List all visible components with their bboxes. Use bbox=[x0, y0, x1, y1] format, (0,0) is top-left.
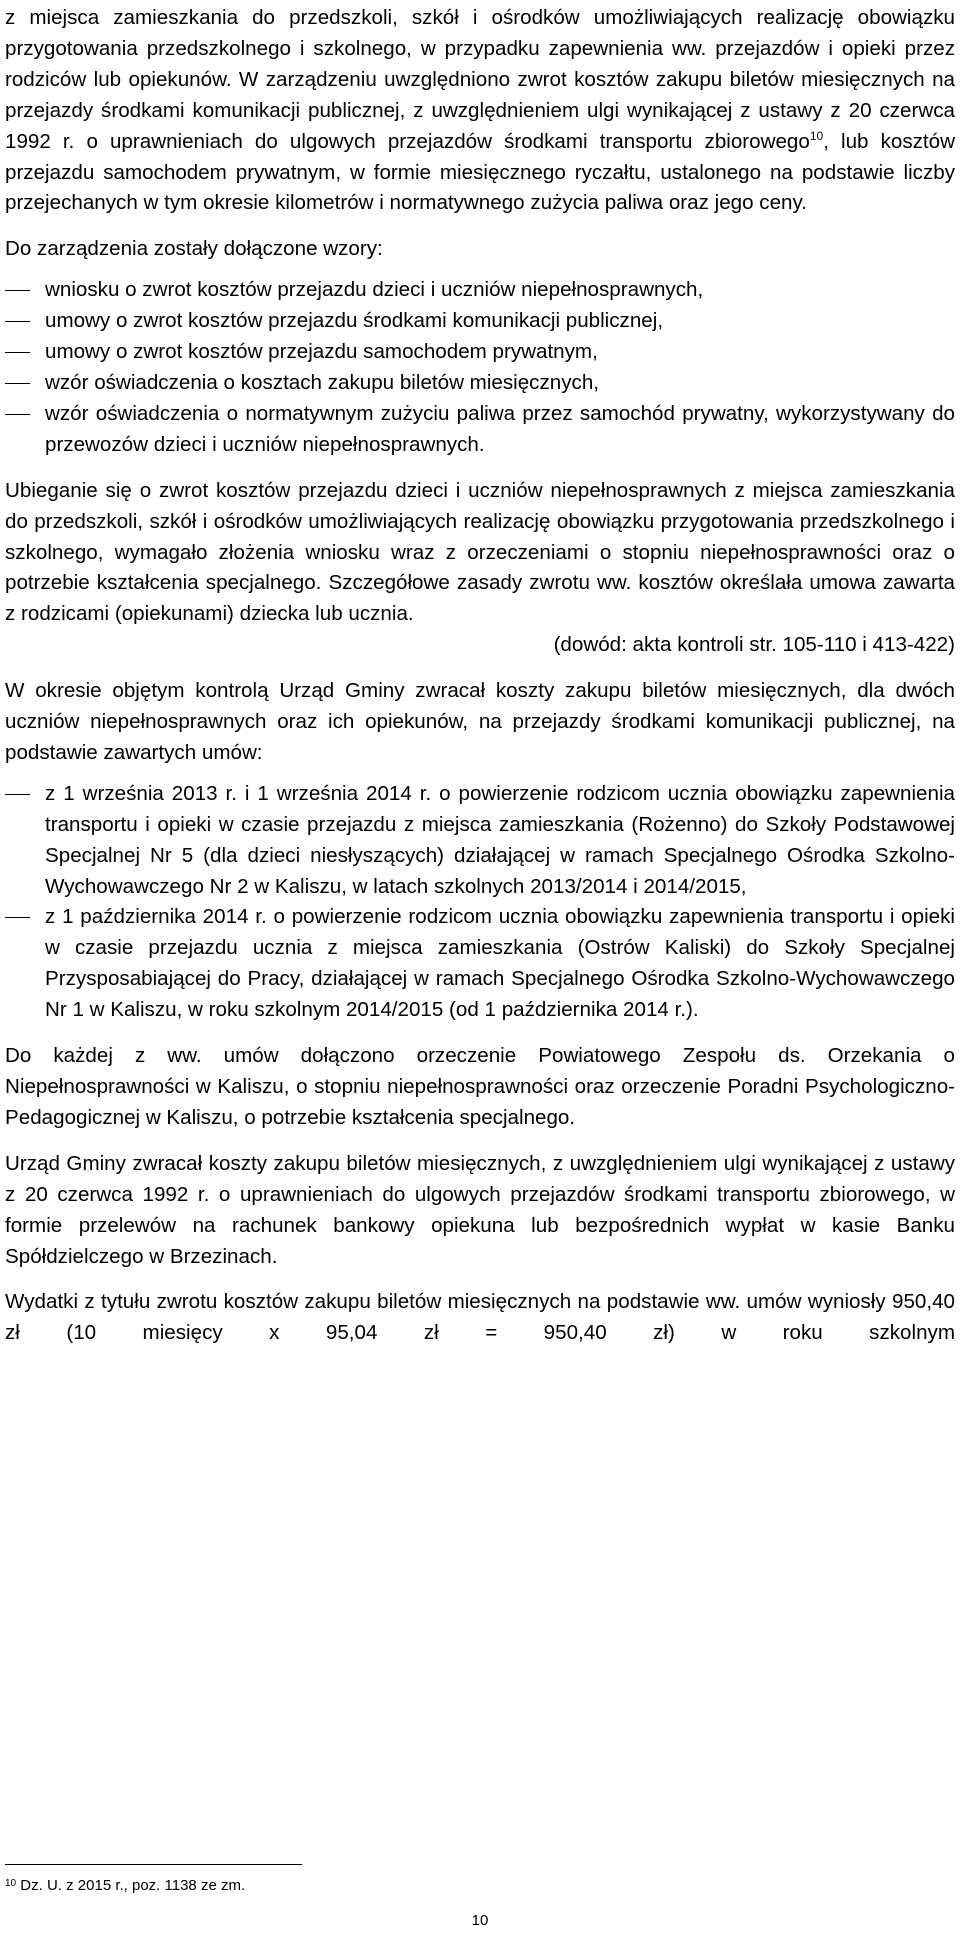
paragraph-regulation bbox=[5, 3, 955, 219]
dash-bullet-icon bbox=[5, 383, 30, 384]
dash-bullet-icon bbox=[5, 414, 30, 415]
paragraph-application-process: Ubieganie się o zwrot kosztów przejazdu dzieci i uczniów niepełnosprawnych z miejsca zamieszkania do przedszkoli, szkół i ośrodków umożliwiających realizację obowiązku przygotowania przedszkolnego i szkolnego, wymagało złożenia wniosku wraz z orzeczeniami o stopniu niepełnosprawności oraz o potrzebie kształcenia specjalnego. Szczegółowe zasady zwrotu ww. kosztów określała umowa zawarta z rodzicami (opiekunami) dziecka lub ucznia. bbox=[5, 478, 955, 626]
templates-list bbox=[5, 275, 955, 460]
paragraph-certificates: Do każdej z ww. umów dołączono orzeczenie Powiatowego Zespołu ds. Orzekania o Niepełnosprawności w Kaliszu, o stopniu niepełnosprawności oraz orzeczenie Poradni Psychologiczno-Pedagogicznej w Kaliszu, o potrzebie kształcenia specjalnego. bbox=[5, 1044, 955, 1129]
page-number: 10 bbox=[471, 1912, 489, 1929]
footnote-reference: 10 bbox=[809, 128, 824, 143]
evidence-reference: (dowód: akta kontroli str. 105-110 i 413-422) bbox=[553, 633, 955, 657]
paragraph-text: z miejsca zamieszkania do przedszkoli, szkół i ośrodków umożliwiających realizację obowiązku przygotowania przedszkolnego i szkolnego, w przypadku zapewnienia ww. przejazdów i opieki przez rodziców lub opiekunów. W zarządzeniu uwzględniono zwrot kosztów zakupu biletów miesięcznych na przejazdy środkami komunikacji publicznej, z uwzględnieniem ulgi wynikającej z ustawy z 20 czerwca 1992 r. o uprawnieniach do ulgowych przejazdów środkami transportu zbiorowego bbox=[5, 6, 955, 153]
dash-bullet-icon bbox=[5, 794, 30, 795]
agreements-list bbox=[5, 779, 955, 1026]
paragraph-reimbursement: Urząd Gminy zwracał koszty zakupu biletów miesięcznych, z uwzględnieniem ulgi wynikającej z ustawy z 20 czerwca 1992 r. o uprawnieniach do ulgowych przejazdów środkami transportu zbiorowego, w formie przelewów na rachunek bankowy opiekuna lub bezpośrednich wypłat w kasie Banku Spółdzielczego w Brzezinach. bbox=[5, 1151, 955, 1268]
dash-bullet-icon bbox=[5, 352, 30, 353]
list-item-text: umowy o zwrot kosztów przejazdu samochodem prywatnym, bbox=[45, 340, 598, 364]
list-item-text: wzór oświadczenia o kosztach zakupu biletów miesięcznych, bbox=[45, 370, 599, 394]
list-item-text: z 1 października 2014 r. o powierzenie rodzicom ucznia obowiązku zapewnienia transportu i opieki w czasie przejazdu ucznia z miejsca zamieszkania (Ostrów Kaliski) do Szkoły Specjalnej Przysposabiającej do Pracy, działającej w ramach Specjalnego Ośrodka Szkolno-Wychowawczego Nr 1 w Kaliszu, w roku szkolnym 2014/2015 (od 1 października 2014 r.). bbox=[45, 905, 955, 1022]
footnote bbox=[5, 1877, 245, 1895]
list-item bbox=[5, 399, 955, 461]
list-item bbox=[5, 337, 955, 368]
list-item bbox=[5, 779, 955, 903]
paragraph-text: , lub kosztów przejazdu samochodem prywatnym, w formie miesięcznego ryczałtu, ustalonego na podstawie liczby przejechanych w tym okresie kilometrów i normatywnego zużycia paliwa oraz jego ceny. bbox=[5, 129, 955, 215]
footnote-divider bbox=[5, 1864, 302, 1865]
list-item-text: wniosku o zwrot kosztów przejazdu dzieci i uczniów niepełnosprawnych, bbox=[45, 278, 704, 302]
list-item bbox=[5, 368, 955, 399]
list-item bbox=[5, 275, 955, 306]
paragraph-audit-period: W okresie objętym kontrolą Urząd Gminy zwracał koszty zakupu biletów miesięcznych, dla dwóch uczniów niepełnosprawnych oraz ich opiekunów, na przejazdy środkami komunikacji publicznej, na podstawie zawartych umów: bbox=[5, 679, 955, 764]
footnote-text: Dz. U. z 2015 r., poz. 1138 ze zm. bbox=[16, 1877, 246, 1894]
document-body bbox=[5, 3, 955, 1349]
dash-bullet-icon bbox=[5, 321, 30, 322]
list-item-text: umowy o zwrot kosztów przejazdu środkami komunikacji publicznej, bbox=[45, 309, 664, 333]
list-item-text: wzór oświadczenia o normatywnym zużyciu paliwa przez samochód prywatny, wykorzystywany do przewozów dzieci i uczniów niepełnosprawnych. bbox=[45, 401, 955, 456]
paragraph-templates-intro: Do zarządzenia zostały dołączone wzory: bbox=[5, 237, 383, 261]
list-item bbox=[5, 306, 955, 337]
list-item-text: z 1 września 2013 r. i 1 września 2014 r. o powierzenie rodzicom ucznia obowiązku zapewnienia transportu i opieki w czasie przejazdu z miejsca zamieszkania (Rożenno) do Szkoły Podstawowej Specjalnej Nr 5 (dla dzieci niesłyszących) działającej w ramach Specjalnego Ośrodka Szkolno-Wychowawczego Nr 2 w Kaliszu, w latach szkolnych 2013/2014 i 2014/2015, bbox=[45, 781, 955, 898]
paragraph-expenses: Wydatki z tytułu zwrotu kosztów zakupu biletów miesięcznych na podstawie ww. umów wyniosły 950,40 zł (10 miesięcy x 95,04 zł = 950,40 zł) w roku szkolnym bbox=[5, 1290, 955, 1345]
list-item bbox=[5, 902, 955, 1026]
dash-bullet-icon bbox=[5, 290, 30, 291]
footnote-marker: 10 bbox=[5, 1878, 17, 1889]
dash-bullet-icon bbox=[5, 917, 30, 918]
